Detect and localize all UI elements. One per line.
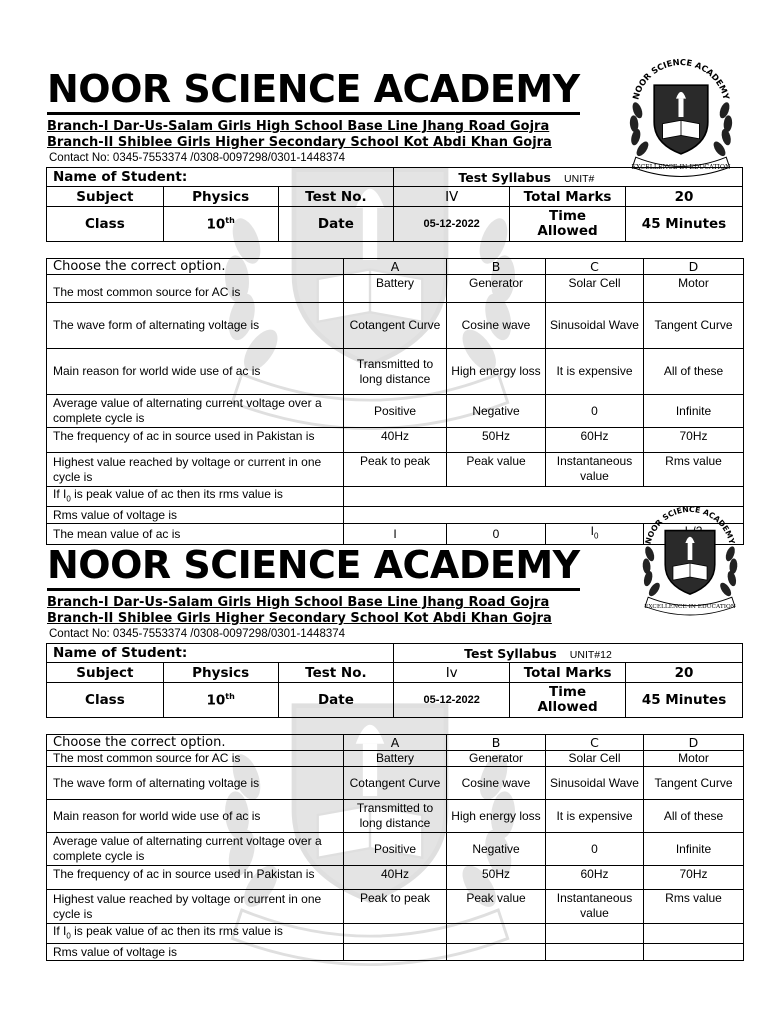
option-b[interactable] — [447, 944, 546, 961]
option-b[interactable]: Cosine wave — [447, 303, 546, 349]
class-value: 10th — [163, 207, 278, 242]
question-text: Main reason for world wide use of ac is — [47, 800, 344, 833]
option-d[interactable]: 70Hz — [644, 866, 744, 890]
question-text: Highest value reached by voltage or current in one cycle is — [47, 453, 344, 487]
option-c[interactable]: 0 — [546, 833, 644, 866]
option-a[interactable]: I — [344, 524, 447, 544]
branch-2-address: Branch-II Shiblee Girls Higher Secondary School Kot Abdi Khan Gojra — [47, 135, 552, 150]
option-c[interactable] — [546, 944, 644, 961]
mcq-row — [47, 833, 744, 866]
option-d[interactable]: Tangent Curve — [644, 303, 744, 349]
option-a[interactable]: Positive — [344, 395, 447, 428]
contact-numbers: Contact No: 0345-7553374 /0308-0097298/0301-1448374 — [49, 628, 346, 640]
test-syllabus: Test Syllabus UNIT# — [394, 168, 743, 187]
option-c[interactable]: It is expensive — [546, 349, 644, 395]
option-c[interactable]: Sinusoidal Wave — [546, 303, 644, 349]
mcq-row — [47, 275, 744, 303]
option-d[interactable]: Rms value — [644, 453, 744, 487]
mcq-row — [47, 303, 744, 349]
subject-label: Subject — [47, 187, 164, 207]
class-label: Class — [47, 683, 164, 718]
mcq-row — [47, 428, 744, 453]
question-text: If $I_0$ is peak value of ac then its rms value is — [47, 487, 344, 507]
option-b[interactable]: Generator — [447, 751, 546, 767]
mcq-instruction: Choose the correct option. — [47, 735, 344, 751]
mcq-row — [47, 800, 744, 833]
option-a[interactable] — [344, 924, 447, 944]
student-name-field[interactable]: Name of Student: — [47, 168, 394, 187]
option-b[interactable]: 0 — [447, 524, 546, 544]
option-a[interactable]: 40Hz — [344, 428, 447, 453]
option-c[interactable] — [546, 924, 644, 944]
option-a-header: A — [344, 259, 447, 275]
question-text: Average value of alternating current voltage over a complete cycle is — [47, 833, 344, 866]
test-no-value: Iv — [394, 663, 510, 683]
option-c-header: C — [546, 259, 644, 275]
academy-logo — [608, 50, 754, 184]
question-text: The most common source for AC is — [47, 275, 344, 303]
mcq-instruction: Choose the correct option. — [47, 259, 344, 275]
total-marks-value: 20 — [626, 187, 743, 207]
option-c[interactable]: 60Hz — [546, 866, 644, 890]
question-text: The frequency of ac in source used in Pakistan is — [47, 866, 344, 890]
option-b[interactable]: Negative — [447, 833, 546, 866]
option-a[interactable]: Transmitted to long distance — [344, 349, 447, 395]
time-allowed-value: 45 Minutes — [626, 683, 743, 718]
option-b[interactable]: 50Hz — [447, 866, 546, 890]
time-allowed-label: Time Allowed — [510, 683, 626, 718]
option-b[interactable]: Negative — [447, 395, 546, 428]
option-c[interactable]: $I_0$ — [546, 524, 644, 544]
total-marks-label: Total Marks — [510, 663, 626, 683]
question-text: The mean value of ac is — [47, 524, 344, 544]
option-a[interactable]: Cotangent Curve — [344, 767, 447, 800]
total-marks-label: Total Marks — [510, 187, 626, 207]
subject-label: Subject — [47, 663, 164, 683]
option-b-header: B — [447, 735, 546, 751]
option-a[interactable]: 40Hz — [344, 866, 447, 890]
class-label: Class — [47, 207, 164, 242]
mcq-row — [47, 453, 744, 487]
mcq-row — [47, 944, 744, 961]
option-d[interactable]: Infinite — [644, 833, 744, 866]
option-b[interactable]: Peak value — [447, 890, 546, 924]
date-label: Date — [278, 683, 394, 718]
option-d[interactable]: All of these — [644, 349, 744, 395]
option-a[interactable]: Battery — [344, 275, 447, 303]
option-b[interactable]: Cosine wave — [447, 767, 546, 800]
option-a[interactable]: Peak to peak — [344, 453, 447, 487]
branch-2-address: Branch-II Shiblee Girls Higher Secondary School Kot Abdi Khan Gojra — [47, 611, 552, 626]
svg-text:EXCELLENCE IN EDUCATION: EXCELLENCE IN EDUCATION — [644, 604, 736, 611]
mcq-row — [47, 866, 744, 890]
option-b[interactable]: High energy loss — [447, 349, 546, 395]
option-d-header: D — [644, 735, 744, 751]
mcq-row — [47, 767, 744, 800]
option-d[interactable]: Infinite — [644, 395, 744, 428]
option-a[interactable]: Peak to peak — [344, 890, 447, 924]
test-no-label: Test No. — [278, 663, 394, 683]
branch-1-address: Branch-I Dar-Us-Salam Girls High School Base Line Jhang Road Gojra — [47, 119, 550, 134]
test-syllabus: Test Syllabus UNIT#12 — [394, 644, 743, 663]
option-a[interactable]: Battery — [344, 751, 447, 767]
svg-text:NOOR SCIENCE ACADEMY: NOOR SCIENCE ACADEMY — [630, 56, 732, 101]
option-d-header: D — [644, 259, 744, 275]
option-b[interactable]: High energy loss — [447, 800, 546, 833]
time-allowed-value: 45 Minutes — [626, 207, 743, 242]
date-label: Date — [278, 207, 394, 242]
question-text: Main reason for world wide use of ac is — [47, 349, 344, 395]
subject-value: Physics — [163, 663, 278, 683]
question-text: If $I_0$ is peak value of ac then its rms value is — [47, 924, 344, 944]
option-b-header: B — [447, 259, 546, 275]
date-value: 05-12-2022 — [394, 683, 510, 718]
question-text: Average value of alternating current voltage over a complete cycle is — [47, 395, 344, 428]
option-c[interactable]: 0 — [546, 395, 644, 428]
date-value: 05-12-2022 — [394, 207, 510, 242]
option-c[interactable]: Sinusoidal Wave — [546, 767, 644, 800]
question-text: Rms value of voltage is — [47, 944, 344, 961]
option-c[interactable]: Solar Cell — [546, 275, 644, 303]
option-c-header: C — [546, 735, 644, 751]
total-marks-value: 20 — [626, 663, 743, 683]
question-text: The wave form of alternating voltage is — [47, 303, 344, 349]
option-d[interactable] — [644, 924, 744, 944]
option-b[interactable]: Peak value — [447, 453, 546, 487]
option-c[interactable]: Instantaneous value — [546, 890, 644, 924]
option-d[interactable]: All of these — [644, 800, 744, 833]
contact-numbers: Contact No: 0345-7553374 /0308-0097298/0301-1448374 — [49, 152, 346, 164]
option-a[interactable]: Cotangent Curve — [344, 303, 447, 349]
academy-title: NOOR SCIENCE ACADEMY — [47, 542, 580, 591]
option-b[interactable] — [447, 924, 546, 944]
option-a[interactable]: Transmitted to long distance — [344, 800, 447, 833]
option-a[interactable]: Positive — [344, 833, 447, 866]
option-d[interactable] — [644, 944, 744, 961]
branch-1-address: Branch-I Dar-Us-Salam Girls High School Base Line Jhang Road Gojra — [47, 595, 550, 610]
option-a[interactable] — [344, 944, 447, 961]
option-c[interactable]: 60Hz — [546, 428, 644, 453]
option-b[interactable]: Generator — [447, 275, 546, 303]
academy-title: NOOR SCIENCE ACADEMY — [47, 66, 580, 115]
option-d[interactable]: Tangent Curve — [644, 767, 744, 800]
time-allowed-label: Time Allowed — [510, 207, 626, 242]
option-c[interactable]: Instantaneous value — [546, 453, 644, 487]
mcq-row — [47, 890, 744, 924]
option-a-header: A — [344, 735, 447, 751]
question-text: The wave form of alternating voltage is — [47, 767, 344, 800]
question-text: The frequency of ac in source used in Pakistan is — [47, 428, 344, 453]
student-info-table — [46, 167, 743, 242]
option-c[interactable]: Solar Cell — [546, 751, 644, 767]
option-d[interactable]: Motor — [644, 275, 744, 303]
mcq-row — [47, 395, 744, 428]
mcq-row — [47, 349, 744, 395]
question-text: Highest value reached by voltage or current in one cycle is — [47, 890, 344, 924]
academy-logo — [624, 498, 756, 622]
mcq-row — [47, 751, 744, 767]
student-info-table — [46, 643, 743, 718]
class-value: 10th — [163, 683, 278, 718]
student-name-field[interactable]: Name of Student: — [47, 644, 394, 663]
question-text: The most common source for AC is — [47, 751, 344, 767]
option-d[interactable]: 70Hz — [644, 428, 744, 453]
mcq-row — [47, 924, 744, 944]
question-text: Rms value of voltage is — [47, 507, 344, 524]
test-no-label: Test No. — [278, 187, 394, 207]
option-c[interactable]: It is expensive — [546, 800, 644, 833]
mcq-table — [46, 734, 744, 961]
svg-text:NOOR SCIENCE ACADEMY: NOOR SCIENCE ACADEMY — [643, 504, 737, 546]
option-b[interactable]: 50Hz — [447, 428, 546, 453]
option-d[interactable]: Motor — [644, 751, 744, 767]
test-no-value: IV — [394, 187, 510, 207]
svg-text:EXCELLENCE IN EDUCATION: EXCELLENCE IN EDUCATION — [631, 163, 731, 171]
option-d[interactable]: Rms value — [644, 890, 744, 924]
subject-value: Physics — [163, 187, 278, 207]
